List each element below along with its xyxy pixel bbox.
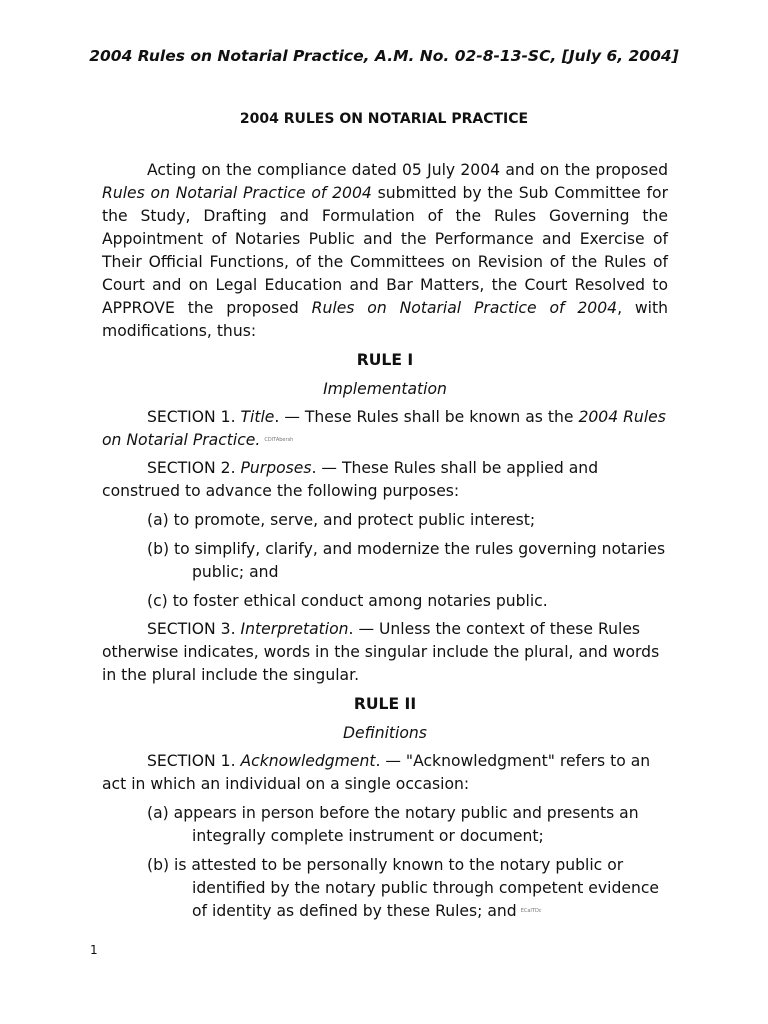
rule-1-heading: RULE I	[356, 351, 414, 369]
document-title: 2004 RULES ON NOTARIAL PRACTICE	[239, 111, 529, 127]
list-item: (a) appears in person before the notary public and presents an integrally complete instrument or document;	[147, 804, 639, 845]
rule-1-subheading: Implementation	[323, 380, 447, 398]
document-marker: ECaITDc	[520, 908, 542, 914]
list-item: (b) is attested to be personally known to the notary public or identified by the notary public through competent evidence of identity as defined by these Rules; and ECaITDc	[147, 856, 660, 920]
page-number: 1	[90, 943, 98, 957]
rule-1-section-1: SECTION 1. Title. — These Rules shall be known as the 2004 Rules on Notarial Practice. CDITAbersh	[102, 408, 666, 449]
list-item: (c) to foster ethical conduct among notaries public.	[147, 592, 548, 610]
list-item: (b) to simplify, clarify, and modernize the rules governing notaries public; and	[147, 540, 666, 581]
document-marker: CDITAbersh	[264, 437, 294, 443]
rule-1-section-2: SECTION 2. Purposes. — These Rules shall be applied and construed to advance the following purposes:	[102, 459, 599, 500]
rule-1-section-3: SECTION 3. Interpretation. — Unless the context of these Rules otherwise indicates, words in the singular include the plural, and words in the plural include the singular.	[102, 620, 660, 684]
list-item: (a) to promote, serve, and protect public interest;	[147, 511, 536, 529]
rule-2-subheading: Definitions	[343, 724, 427, 742]
rule-2-section-1: SECTION 1. Acknowledgment. — "Acknowledgment" refers to an act in which an individual on a single occasion:	[102, 752, 651, 793]
rule-2-heading: RULE II	[353, 695, 417, 713]
document-header: 2004 Rules on Notarial Practice, A.M. No. 02-8-13-SC, [July 6, 2004]	[89, 47, 679, 65]
intro-paragraph: Acting on the compliance dated 05 July 2004 and on the proposed Rules on Notarial Practice of 2004 submitted by the Sub Committee for the Study, Drafting and Formulation of the Rules Governing the Appointment of Notaries Public and the Performance and Exercise of Their Official Functions, of the Committees on Revision of the Rules of Court and on Legal Education and Bar Matters, the Court Resolved to APPROVE the proposed Rules on Notarial Practice of 2004, with modifications, thus:	[102, 161, 669, 340]
document-body	[102, 159, 668, 923]
